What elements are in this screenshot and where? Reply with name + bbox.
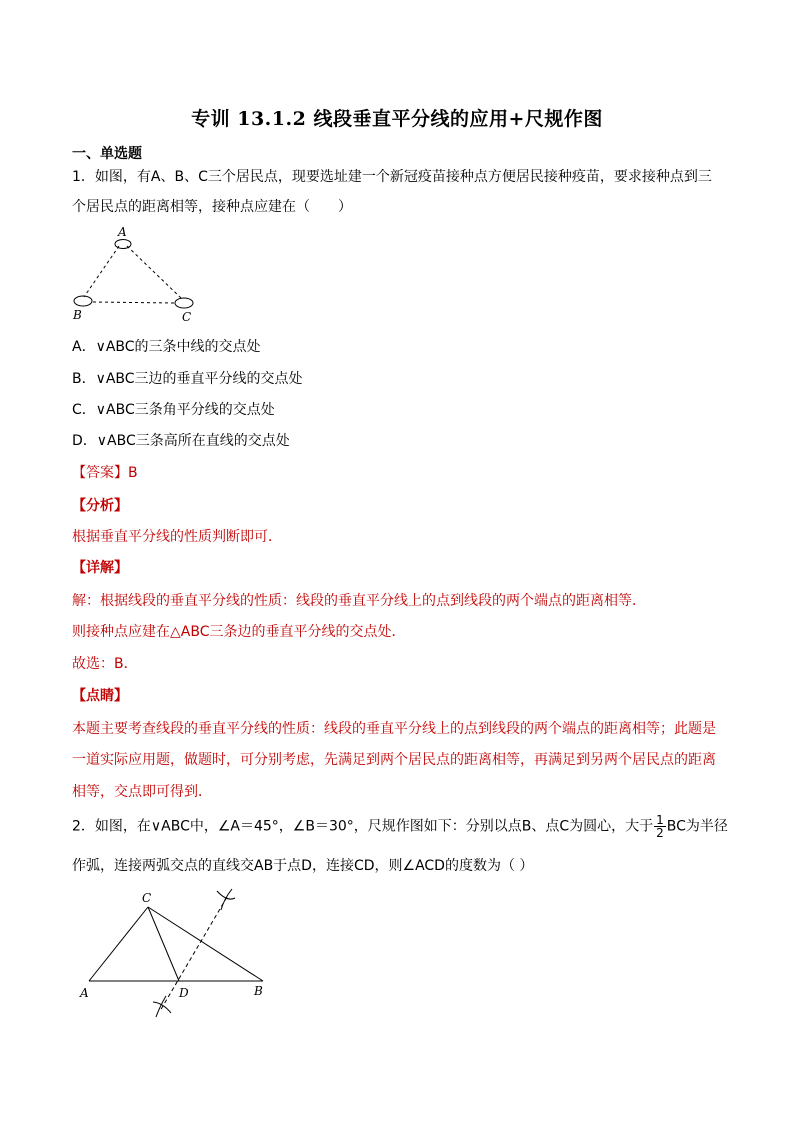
q1-detail-line-1: 解：根据线段的垂直平分线的性质：线段的垂直平分线上的点到线段的两个端点的距离相等． (72, 593, 646, 609)
fraction-denominator: 2 (656, 826, 664, 840)
q2-stem-line-1 (72, 814, 728, 839)
q1-edge-bc (93, 302, 175, 303)
q2-stem-part-b: BC为半径 (666, 818, 728, 835)
q2-label-a: A (80, 986, 89, 1000)
q2-side-bc (148, 907, 263, 981)
q2-side-ac (89, 907, 148, 981)
q1-label-c: C (182, 310, 192, 324)
q1-comment-line-2: 一道实际应用题，做题时，可分别考虑，先满足到两个居民点的距离相等，再满足到另两个居民点的距离 (72, 752, 716, 768)
q2-stem-line-2: 作弧，连接两弧交点的直线交AB于点D，连接CD，则∠ACD的度数为（ ） (72, 858, 534, 874)
q1-stem-line-1: 1．如图，有A、B、C三个居民点，现要选址建一个新冠疫苗接种点方便居民接种疫苗，要求接种点到三 (72, 169, 712, 185)
q1-label-b: B (73, 308, 82, 322)
q1-node-c (175, 298, 193, 308)
q1-detail-line-2: 则接种点应建在△ABC三条边的垂直平分线的交点处． (72, 624, 406, 640)
q1-option-b: B．∨ABC三边的垂直平分线的交点处 (72, 371, 303, 387)
q2-stem-part-a: 2．如图，在∨ABC中，∠A＝45°，∠B＝30°，尺规作图如下：分别以点B、点C为圆心，大于 (72, 818, 654, 835)
q1-comment-line-1: 本题主要考查线段的垂直平分线的性质：线段的垂直平分线上的点到线段的两个端点的距离相等；此题是 (72, 721, 716, 737)
q1-comment-label: 【点睛】 (72, 688, 128, 704)
q1-edge-ac (127, 246, 181, 298)
q1-edge-ab (84, 246, 119, 297)
page-title: 专训 13.1.2 线段垂直平分线的应用+尺规作图 (191, 108, 603, 130)
q1-answer: 【答案】B (72, 465, 138, 481)
q1-analysis-text: 根据垂直平分线的性质判断即可． (72, 529, 282, 545)
q2-figure (70, 885, 280, 1025)
q2-label-c: C (142, 891, 152, 905)
q1-node-a (115, 240, 131, 249)
q2-label-d: D (179, 986, 189, 1000)
half-fraction (654, 814, 666, 839)
q2-perpendicular-bisector (160, 897, 227, 1011)
q1-analysis-label: 【分析】 (72, 498, 128, 514)
section-heading: 一、单选题 (72, 146, 142, 162)
fraction-numerator: 1 (656, 813, 664, 827)
q1-node-b (74, 296, 92, 306)
q2-label-b: B (254, 984, 263, 998)
q1-figure (66, 224, 206, 324)
q1-option-a: A．∨ABC的三条中线的交点处 (72, 339, 261, 355)
q1-detail-label: 【详解】 (72, 560, 128, 576)
q1-label-a: A (118, 225, 127, 239)
q1-option-c: C．∨ABC三条角平分线的交点处 (72, 402, 275, 418)
q1-stem-line-2: 个居民点的距离相等，接种点应建在（ ） (72, 199, 352, 215)
q1-option-d: D．∨ABC三条高所在直线的交点处 (72, 433, 290, 449)
q2-segment-cd (148, 907, 179, 981)
q1-comment-line-3: 相等，交点即可得到． (72, 784, 212, 800)
q1-detail-line-3: 故选：B． (72, 656, 138, 672)
